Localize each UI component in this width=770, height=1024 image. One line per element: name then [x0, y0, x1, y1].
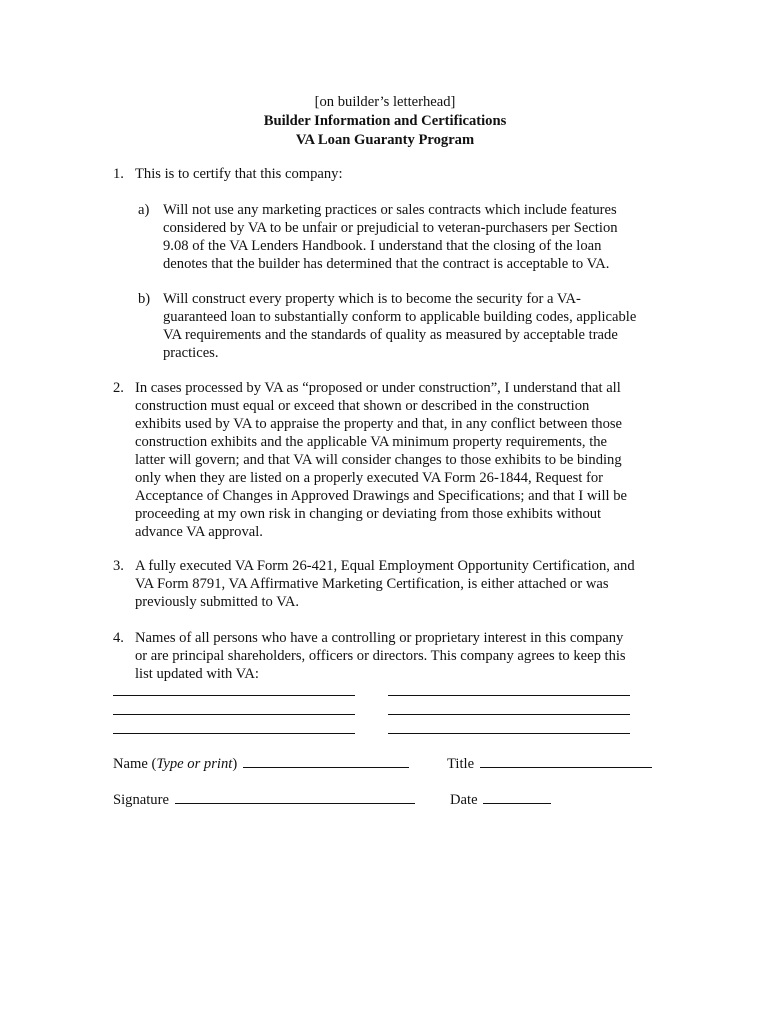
text-line: proceeding at my own risk in changing or deviating from those exhibits without — [135, 506, 602, 522]
text-line: A fully executed VA Form 26-421, Equal Employment Opportunity Certification, and — [135, 558, 635, 574]
item-1a-number: a) — [138, 202, 150, 218]
owner-name-line-right-2[interactable] — [388, 714, 630, 715]
text-line: construction exhibits and the applicable VA minimum property requirements, the — [135, 434, 608, 450]
item-1a — [138, 201, 678, 273]
date-label: Date — [450, 792, 478, 808]
text-line: VA Form 8791, VA Affirmative Marketing Certification, is either attached or was — [135, 576, 609, 592]
text-line: considered by VA to be unfair or prejudicial to veteran-purchasers per Section — [163, 220, 618, 236]
text-line: exhibits used by VA to appraise the property and that, in any conflict between those — [135, 416, 623, 432]
item-1b-text — [163, 290, 678, 362]
item-2-number: 2. — [113, 380, 124, 396]
owner-name-line-left-1[interactable] — [113, 695, 355, 696]
text-line: or are principal shareholders, officers or directors. This company agrees to keep this — [135, 648, 626, 664]
name-field — [113, 754, 409, 773]
name-type-hint: Type or print — [156, 756, 233, 772]
signature-label: Signature — [113, 792, 169, 808]
item-3-text — [135, 557, 673, 611]
letterhead-note: [on builder’s letterhead] — [314, 94, 456, 110]
name-label-close: ) — [232, 756, 238, 772]
date-input-line[interactable] — [483, 790, 551, 804]
item-1b-number: b) — [138, 291, 151, 307]
item-2 — [113, 379, 673, 541]
owner-name-line-right-3[interactable] — [388, 733, 630, 734]
text-line: latter will govern; and that VA will consider changes to those exhibits to be binding — [135, 452, 622, 468]
text-line: advance VA approval. — [135, 524, 263, 540]
document-header — [0, 93, 770, 150]
name-input-line[interactable] — [243, 754, 409, 768]
text-line: practices. — [163, 345, 219, 361]
text-line: list updated with VA: — [135, 666, 259, 682]
text-line: previously submitted to VA. — [135, 594, 300, 610]
name-label: Name ( — [113, 756, 157, 772]
item-3-number: 3. — [113, 558, 124, 574]
signature-field — [113, 790, 415, 809]
text-line: In cases processed by VA as “proposed or under construction”, I understand that all — [135, 380, 621, 396]
title-field — [447, 754, 652, 773]
document-title: Builder Information and Certifications — [263, 113, 507, 129]
text-line: This is to certify that this company: — [135, 166, 343, 182]
text-line: Acceptance of Changes in Approved Drawings and Specifications; and that I will be — [135, 488, 627, 504]
text-line: Will construct every property which is to become the security for a VA- — [163, 291, 581, 307]
owner-name-line-left-3[interactable] — [113, 733, 355, 734]
title-label: Title — [447, 756, 475, 772]
item-2-text — [135, 379, 673, 541]
owner-name-line-right-1[interactable] — [388, 695, 630, 696]
item-1-number: 1. — [113, 166, 124, 182]
item-1 — [113, 165, 673, 183]
item-1-text — [135, 165, 673, 183]
text-line: denotes that the builder has determined that the contract is acceptable to VA. — [163, 256, 610, 272]
item-4 — [113, 629, 673, 683]
text-line: Will not use any marketing practices or sales contracts which include features — [163, 202, 617, 218]
text-line: Names of all persons who have a controlling or proprietary interest in this company — [135, 630, 624, 646]
text-line: only when they are listed on a properly executed VA Form 26-1844, Request for — [135, 470, 603, 486]
text-line: guaranteed loan to substantially conform to applicable building codes, applicable — [163, 309, 637, 325]
signature-input-line[interactable] — [175, 790, 415, 804]
item-4-text — [135, 629, 673, 683]
item-3 — [113, 557, 673, 611]
text-line: VA requirements and the standards of quality as measured by acceptable trade — [163, 327, 618, 343]
item-1a-text — [163, 201, 678, 273]
title-input-line[interactable] — [480, 754, 652, 768]
item-1b — [138, 290, 678, 362]
date-field — [450, 790, 551, 809]
text-line: 9.08 of the VA Lenders Handbook. I understand that the closing of the loan — [163, 238, 602, 254]
text-line: construction must equal or exceed that shown or described in the construction — [135, 398, 590, 414]
owner-name-line-left-2[interactable] — [113, 714, 355, 715]
document-subtitle: VA Loan Guaranty Program — [295, 132, 475, 148]
item-4-number: 4. — [113, 630, 124, 646]
